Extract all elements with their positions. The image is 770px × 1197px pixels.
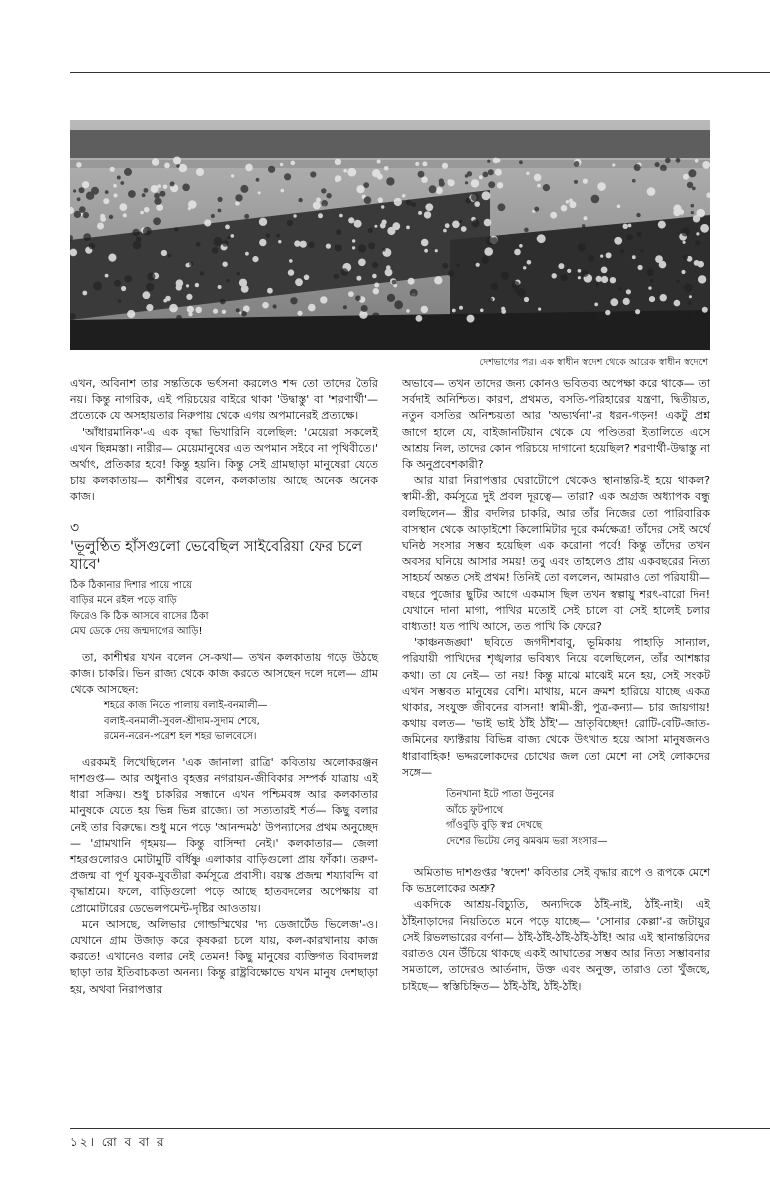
verse-line: বাড়ির মনে রইল পড়ে বাড়ি [70, 595, 177, 607]
paragraph: একদিকে আশ্রয়-বিচ্যুতি, অন্যদিকে ঠাঁই-নাই, ঠাঁই-নাই। এই ঠাঁইনাড়াদের নিয়তিতে মনে পড়ে যাচ্ছে— 'সোনার কেল্লা'-র জটায়ুর সেই রিভলভারের বর্ণনা— ঠাঁই-ঠাঁই-ঠাঁই-ঠাঁই-ঠাঁই! আর এই স্থানান্তরিদের বরাতও যেন উঁচিয়ে থাকছে একই আঘাতের সম্ভব আর নিত্য সম্ভাবনার সমতালে, তাদেরও আর্তনাদ, উক্ত এবং অনুক্ত, তারাও তো খুঁজছে, চাইছে— স্বস্তিচিহ্নিত— ঠাঁই-ঠাঁই, ঠাঁই-ঠাঁই। [402, 898, 710, 993]
verse-line: গাঁওবুড়ি বুড়ি স্বপ্ন দেখছে [446, 820, 543, 832]
photo-caption: দেশভাগের পর। এক স্বাধীন স্বদেশ থেকে আরেক স্বাধীন স্বদেশে [479, 357, 708, 368]
bottom-rule [70, 1128, 770, 1129]
verse-line: দেশের ভিটেয় লেবু ঝমঝম ভরা সংসার— [446, 835, 608, 847]
verse-line: বলাই-বনমালী-সুবল-শ্রীদাম-সুদাম শেষে, [104, 715, 260, 727]
verse-block [402, 787, 710, 849]
paragraph: এরকমই লিখেছিলেন 'এক জানালা রাত্রি' কবিতায় অলোকরঞ্জন দাশগুপ্ত— আর অধুনাও বৃহত্তর নগরায়ন-জীবিকার সম্পর্ক যাত্রায় এই ধারা সক্রিয়। শুধু চাকরির সন্ধানে এখন পশ্চিমবঙ্গ আর কলকাতার মানুষকে যেতে হয় ভিন্ন ভিন্ন রাজ্যে। তা সত্যতারই শর্ত— কিছু বলার নেই তার বিরুদ্ধে। শুধু মনে পড়ে 'আনন্দমঠ' উপন্যাসের প্রথম অনুচ্ছেদ— 'গ্রামখানি গৃহময়— কিন্তু বাসিন্দা নেই।' কলকাতার— জেলা শহরগুলোরও মোটামুটি বর্ধিষ্ণু এলাকার বাড়িগুলো প্রায় ফাঁকা। তরুণ-প্রজন্ম বা পূর্ণ যুবক-যুবতীরা কর্মসূত্রে প্রবাসী। বয়স্ক প্রজন্ম শয্যাবন্দি বা বৃদ্ধাশ্রমে। ফলে, বাড়িগুলো পড়ে আছে হাতবদলের অপেক্ষায় বা প্রোমোটারের ডেভেলপমেন্ট-দৃষ্টির আওতায়। [70, 755, 378, 915]
verse-line: শহরে কাজ নিতে পালায় বলাই-বনমালী— [104, 700, 268, 712]
top-rule [70, 72, 770, 73]
section-heading: 'ভূলুণ্ঠিত হাঁসগুলো ভেবেছিল সাইবেরিয়া ফের চলে যাবে' [70, 538, 363, 573]
section-number: ৩ [70, 519, 80, 536]
right-column [402, 376, 710, 995]
paragraph: মনে আসছে, অলিভার গোল্ডস্মিথের 'দ্য ডেজার্টেড ভিলেজ'-ও। যেখানে গ্রাম উজাড় করে কৃষকরা চলে যায়, কল-কারখানায় কাজ করতে! এখানেও বলার নেই তেমন! কিছু মানুষের ব্যক্তিগত বিবাদলগ্ন ছাড়া তার ইতিবাচকতা অনন্য। কিন্তু রাষ্ট্রবিক্ষোভে যখন মানুষ দেশছাড়া হয়, অথবা নিরাপত্তার [70, 917, 378, 996]
paragraph: অমিতাভ দাশগুপ্তর 'স্বদেশ' কবিতার সেই বৃদ্ধার রূপে ও রূপকে মেশে কি ভদ্রলোকের অশ্রু? [402, 866, 710, 896]
paragraph: অভাবে— তখন তাদের জন্য কোনও ভবিতব্য অপেক্ষা করে থাকে— তা সর্বদাই অনিশ্চিত। কারণ, প্রথমত, বসতি-পরিহারের যন্ত্রণা, দ্বিতীয়ত, নতুন বসতির অনিশ্চয়তা আর 'অভ্যর্থনা'-র ধরন-গড়ন! একটু প্রশ্ন জাগে হালে যে, বাইজানটিয়ান থেকে যে পণ্ডিতরা ইতালিতে এসে আশ্রয় নিল, তাদের কোন পরিচয়ে দাগানো হয়েছিল? শরণার্থী-উদ্বাস্তু না কি অনুপ্রবেশকারী? [402, 377, 710, 472]
verse-block [70, 578, 378, 640]
paragraph: 'আঁধারমানিক'-এ এক বৃদ্ধা ভিখারিনি বলেছিল: 'মেয়েরা সকলেই এখন ছিন্নমস্তা। নারীর— মেয়েমানুষের এত অপমান সইবে না পৃথিবীতে।' অর্থাৎ, প্রতিকার হবে! কিন্তু হয়নি। কিন্তু সেই গ্রামছাড়া মানুষেরা যেতে চায় কলকাতায়— কাশীশ্বর বলেন, কলকাতায় আছে অনেক অনেক কাজ। [70, 425, 378, 504]
verse-line: ঠিক ঠিকানার দিশার পায়ে পায়ে [70, 579, 193, 591]
verse-line: রমেন-নরেন-পরেশ হল শহর ভালবেসে। [104, 731, 257, 743]
paragraph: আর যারা নিরাপত্তার ঘেরাটোপে থেকেও স্থানান্তরি-ই হয়ে থাকল? স্বামী-স্ত্রী, কর্মসূত্রে দুই প্রবল দূরত্বে— তারা? এক অগ্রজ অধ্যাপক বন্ধু বলছিলেন— স্ত্রীর বদলির চাকরি, আর তাঁর নিজের তো পারিবারিক বাসস্থান থেকে আড়াইশো কিলোমিটার দূরে কর্মক্ষেত্র! তাঁদের সেই অর্থে ঘনিষ্ঠ সংসার সম্ভব হয়েছিল এক করোনা পর্বে! কিন্তু তাঁদের তখন অবসর ঘনিয়ে আসার সময়! তবু এবং তাহলেও প্রায় একবছরের নিত্য সাহচর্য অন্তত সেই প্রথম! তিনিই তো বললেন, আমরাও তো পরিযায়ী— বছরে পুজোর ছুটির আগে একমাস ছিল তখন স্বল্পায়ু শরৎ-বারো দিন! যেখানে দানা মাগা, পাখির মতোই সেই চালে বা সেই হালেই চলার বাধ্যতা! যত পাখি আসে, তত পাখি কি ফেরে? [402, 474, 710, 634]
verse-line: আঁচে ফুটপাথে [446, 804, 504, 816]
paragraph: তা, কাশীশ্বর যখন বলেন সে-কথা— তখন কলকাতায় গড়ে উঠছে কাজ। চাকরি। ভিন রাজ্য থেকে কাজ করতে আসছেন দলে দলে— গ্রাম থেকে আসছেন: [70, 650, 378, 697]
verse-line: তিনখানা ইটে পাতা উনুনের [446, 789, 555, 801]
verse-line: ফিরেও কি ঠিক আসবে বাসের ঠিকা [70, 610, 209, 622]
photo-illustration [70, 120, 710, 350]
train-photo [70, 120, 710, 350]
page-footer: ১২। রো ব বা র [70, 1135, 166, 1149]
left-column [70, 376, 378, 998]
paragraph: 'কাঞ্চনজঙ্ঘা' ছবিতে জগদীশবাবু, ভূমিকায় পাহাড়ি সান্যাল, পরিযায়ী পাখিদের শৃঙ্খলার ভবিষ্যৎ নিয়ে বলেছিলেন, তাঁর আশঙ্কার কথা। তা যে নেই— তা নয়! কিন্তু মাঝে মাঝেই মনে হয়, সেই সংকট এখন সম্ভবত মানুষের বেশি। মাথায়, মনে ক্রমশ হারিয়ে যাচ্ছে একত্র থাকার, সংযুক্ত জীবনের বাসনা! স্বামী-স্ত্রী, পুত্র-কন্যা— চার জায়গায়! কথায় বলত— 'ভাই ভাই ঠাঁই ঠাঁই'— ভ্রাতৃবিচ্ছেদ! রোটি-বেটি-জাত-জমিনের ফ্যাক্টরায় বিভিন্ন বাজ্য থেকে উৎখাত হয়ে আসা মানুষজনও ধারাবাহিক! ভদ্দরলোকদের চোখের জল তো মেশে না সেই লোকদের সঙ্গে— [402, 636, 710, 779]
verse-line: মেঘ ডেকে দেয় জন্মদাগের আড়ি! [70, 626, 203, 638]
paragraph: এখন, অবিনাশ তার সন্ততিকে ভর্ৎসনা করলেও শব্দ তো তাদের তৈরি নয়। কিন্তু নাগরিক, এই পরিচয়ের বাইরে থাকা 'উদ্বাস্তু' বা 'শরণার্থী'— প্রত্যেকে যে অসহায়তার নিরুপায় থেকে এগয় অপমানেরই প্রত্যক্ষে। [70, 377, 378, 423]
verse-block [70, 698, 378, 745]
